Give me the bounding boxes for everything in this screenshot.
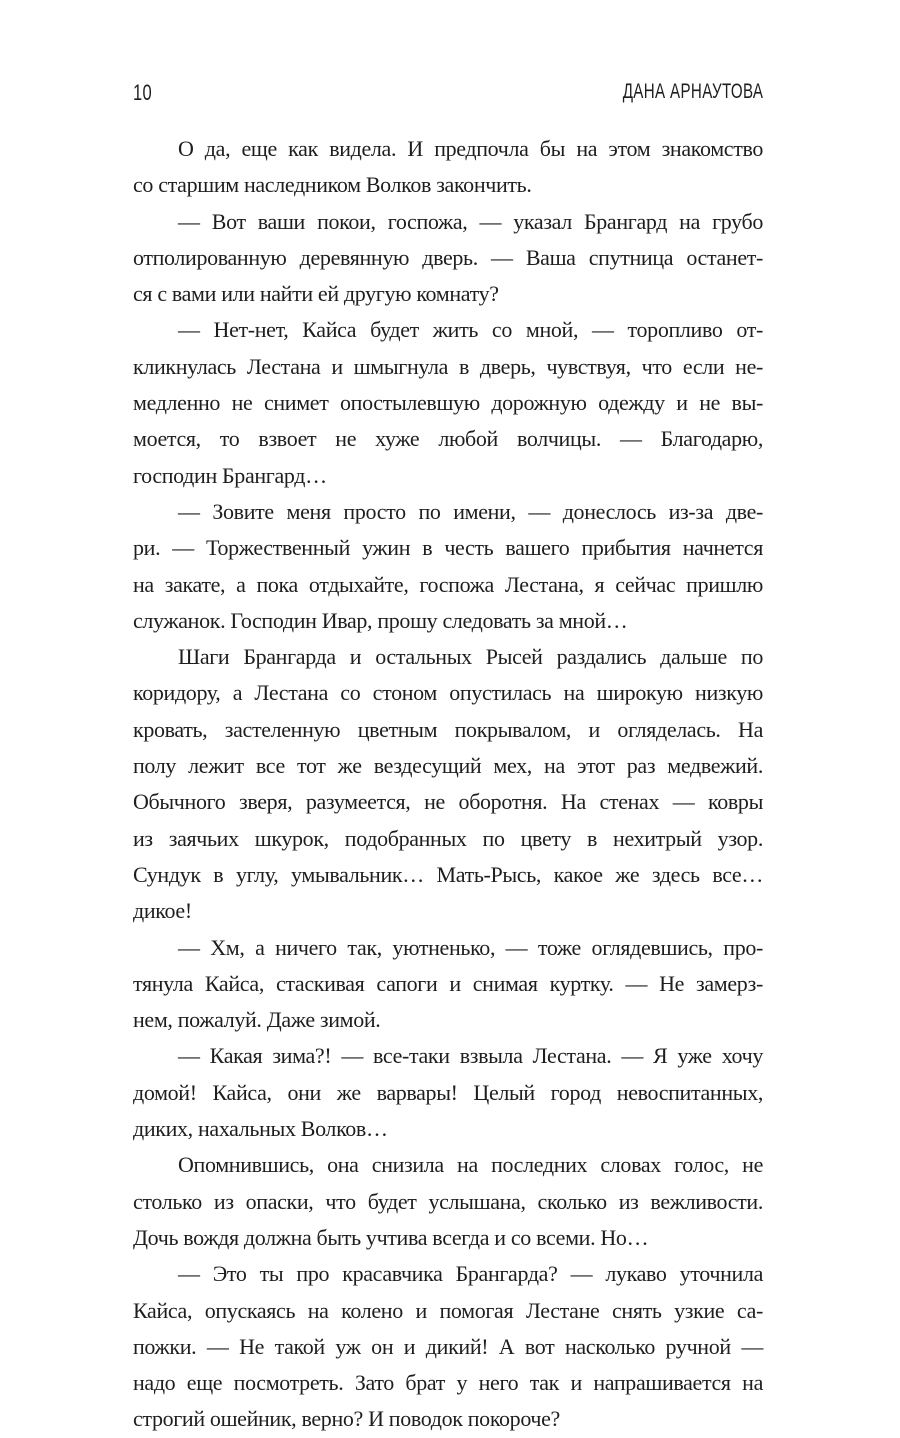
text-line: Сундук в углу, умывальник… Мать-Рысь, какое же здесь все… (133, 861, 763, 887)
text-line: Шаги Брангарда и остальных Рысей раздались дальше по (178, 644, 763, 670)
text-line: — Это ты про красавчика Брангарда? — лукаво уточнила (178, 1261, 763, 1287)
text-line: надо еще посмотреть. Зато брат у него так и напрашивается на (133, 1370, 763, 1396)
text-line: ся с вами или найти ей другую комнату? (133, 281, 499, 307)
text-line: Обычного зверя, разумеется, не оборотня. На стенах — ковры (133, 789, 763, 815)
text-line: — Зовите меня просто по имени, — донеслось из-за две- (178, 498, 763, 524)
text-line: господин Брангард… (133, 462, 327, 488)
text-line: — Нет-нет, Кайса будет жить со мной, — торопливо от- (178, 317, 763, 343)
text-line: нем, пожалуй. Даже зимой. (133, 1007, 381, 1033)
text-line: кровать, застеленную цветным покрывалом, и огляделась. На (133, 716, 763, 742)
text-line: Опомнившись, она снизила на последних словах голос, не (178, 1152, 763, 1178)
text-line: домой! Кайса, они же варвары! Целый город невоспитанных, (133, 1079, 763, 1105)
running-head (133, 80, 763, 112)
text-line: моется, то взвоет не хуже любой волчицы. — Благодарю, (133, 426, 763, 452)
text-line: на закате, а пока отдыхайте, госпожа Лестана, я сейчас пришлю (133, 571, 763, 597)
text-line: дикое! (133, 898, 192, 924)
author-name: ДАНА АРНАУТОВА (622, 80, 763, 103)
text-line: — Вот ваши покои, госпожа, — указал Брангард на грубо (178, 208, 763, 234)
text-line: строгий ошейник, верно? И поводок покороче? (133, 1406, 560, 1432)
page-number: 10 (133, 80, 153, 105)
text-line: столько из опаски, что будет услышана, сколько из вежливости. (133, 1188, 763, 1214)
text-line: медленно не снимет опостылевшую дорожную одежду и не вы- (133, 390, 763, 416)
text-line: из заячьих шкурок, подобранных по цвету в нехитрый узор. (133, 825, 763, 851)
text-line: коридору, а Лестана со стоном опустилась на широкую низкую (133, 680, 763, 706)
text-line: со старшим наследником Волков закончить. (133, 172, 532, 198)
body-text (133, 131, 763, 1438)
text-line: служанок. Господин Ивар, прошу следовать за мной… (133, 607, 628, 633)
text-line: диких, нахальных Волков… (133, 1116, 388, 1142)
text-line: полу лежит все тот же вездесущий мех, на этот раз медвежий. (133, 753, 763, 779)
text-line: О да, еще как видела. И предпочла бы на этом знакомство (178, 136, 763, 161)
text-line: Кайса, опускаясь на колено и помогая Лестане снять узкие са- (133, 1297, 763, 1323)
text-line: — Хм, а ничего так, уютненько, — тоже оглядевшись, про- (178, 934, 763, 960)
text-line: Дочь вождя должна быть учтива всегда и со всеми. Но… (133, 1224, 649, 1250)
text-line: — Какая зима?! — все-таки взвыла Лестана. — Я уже хочу (178, 1043, 763, 1069)
text-line: ри. — Торжественный ужин в честь вашего прибытия начнется (133, 535, 763, 561)
text-line: отполированную деревянную дверь. — Ваша спутница останет- (133, 244, 763, 270)
text-line: кликнулась Лестана и шмыгнула в дверь, чувствуя, что если не- (133, 353, 763, 379)
text-line: тянула Кайса, стаскивая сапоги и снимая куртку. — Не замерз- (133, 970, 763, 996)
text-line: пожки. — Не такой уж он и дикий! А вот насколько ручной — (133, 1333, 763, 1359)
